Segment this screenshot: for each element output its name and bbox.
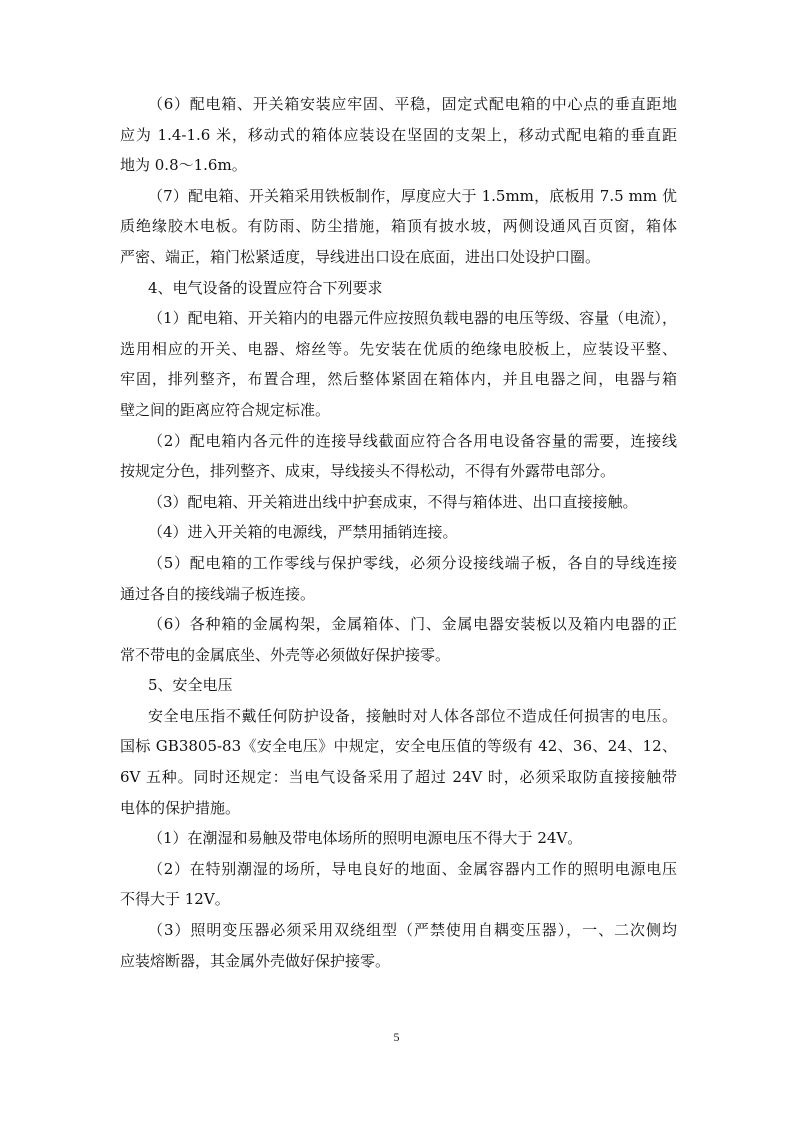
- paragraph: [120, 517, 677, 548]
- text-line: （4）进入开关箱的电源线，严禁用插销连接。: [148, 523, 458, 542]
- text-line: （1）在潮湿和易触及带电体场所的照明电源电压不得大于 24V。: [148, 829, 583, 848]
- paragraph: [120, 854, 677, 915]
- page-number: 5: [393, 1030, 400, 1044]
- text-line: （6）配电箱、开关箱安装应牢固、平稳，固定式配电箱的中心点的垂直距地: [148, 95, 677, 113]
- paragraph: [120, 181, 677, 273]
- document-body: [120, 89, 677, 976]
- text-line: 不得大于 12V。: [120, 890, 230, 909]
- text-line: （2）配电箱内各元件的连接导线截面应符合各用电设备容量的需要，连接线: [148, 431, 677, 450]
- text-line: 6V 五种。同时还规定：当电气设备采用了超过 24V 时，必须采取防直接接触带: [120, 768, 677, 787]
- text-line: 应为 1.4-1.6 米，移动式的箱体应装设在坚固的支架上，移动式配电箱的垂直距: [120, 125, 677, 144]
- paragraph: [120, 915, 677, 976]
- text-line: 5、安全电压: [148, 676, 233, 695]
- text-line: 应装熔断器，其金属外壳做好保护接零。: [120, 951, 391, 970]
- paragraph: [120, 426, 677, 487]
- text-line: 壁之间的距离应符合规定标准。: [120, 400, 331, 419]
- text-line: 严密、端正，箱门松紧适度，导线进出口设在底面，进出口处设护口圈。: [120, 247, 601, 266]
- text-line: 质绝缘胶木电板。有防雨、防尘措施，箱顶有披水坡，两侧设通风百页窗，箱体: [120, 217, 677, 236]
- text-line: （6）各种箱的金属构架，金属箱体、门、金属电器安装板以及箱内电器的正: [148, 615, 677, 634]
- text-line: 安全电压指不戴任何防护设备，接触时对人体各部位不造成任何损害的电压。: [148, 706, 677, 725]
- text-line: 4、电气设备的设置应符合下列要求: [148, 278, 383, 297]
- text-line: 电体的保护措施。: [120, 798, 241, 817]
- text-line: （3）照明变压器必须采用双绕组型（严禁使用自耦变压器），一、二次侧均: [148, 921, 677, 940]
- paragraph: [120, 823, 677, 854]
- paragraph: [120, 670, 677, 701]
- paragraph: [120, 548, 677, 609]
- text-line: 按规定分色，排列整齐、成束，导线接头不得松动，不得有外露带电部分。: [120, 462, 616, 481]
- paragraph: [120, 701, 677, 823]
- text-line: （3）配电箱、开关箱进出线中护套成束，不得与箱体进、出口直接接触。: [148, 492, 638, 511]
- text-line: 常不带电的金属底坐、外壳等必须做好保护接零。: [120, 645, 451, 664]
- text-line: （2）在特别潮湿的场所，导电良好的地面、金属容器内工作的照明电源电压: [148, 859, 677, 878]
- text-line: 国标 GB3805-83《安全电压》中规定，安全电压值的等级有 42、36、24、12、: [120, 737, 677, 756]
- text-line: （7）配电箱、开关箱采用铁板制作，厚度应大于 1.5mm，底板用 7.5 mm 优: [148, 186, 677, 205]
- text-line: （1）配电箱、开关箱内的电器元件应按照负载电器的电压等级、容量（电流），: [148, 309, 677, 328]
- paragraph: [120, 89, 677, 181]
- paragraph: [120, 273, 677, 304]
- paragraph: [120, 303, 677, 425]
- text-line: 通过各自的接线端子板连接。: [120, 584, 316, 603]
- paragraph: [120, 609, 677, 670]
- text-line: （5）配电箱的工作零线与保护零线，必须分设接线端子板，各自的导线连接: [148, 553, 677, 572]
- text-line: 牢固，排列整齐，布置合理，然后整体紧固在箱体内，并且电器之间，电器与箱: [120, 370, 677, 389]
- text-line: 选用相应的开关、电器、熔丝等。先安装在优质的绝缘电胶板上，应装设平整、: [120, 339, 677, 358]
- text-line: 地为 0.8～1.6m。: [120, 156, 247, 175]
- paragraph: [120, 487, 677, 518]
